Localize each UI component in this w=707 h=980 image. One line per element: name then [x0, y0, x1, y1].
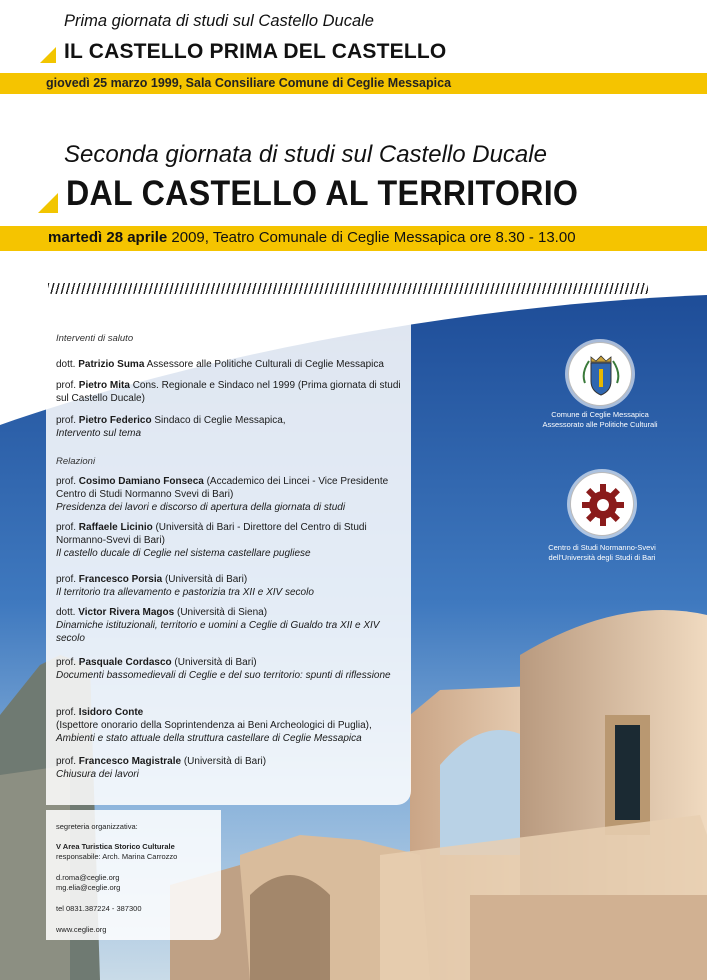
hatched-divider — [48, 283, 648, 294]
greetings-heading: Interventi di saluto — [56, 333, 134, 344]
reports-heading: Relazioni — [56, 456, 96, 467]
speaker-title: dott. — [56, 359, 79, 370]
speaker-title: dott. — [56, 607, 79, 618]
phone-number: tel 0831.387224 - 387300 — [56, 904, 142, 913]
speaker-title: prof. — [56, 756, 79, 767]
speaker-name: Isidoro Conte — [78, 707, 144, 718]
speaker-topic: Documenti bassomedievali di Ceglie e del suo territorio: spunti di riflessione — [56, 670, 391, 681]
yellow-triangle-icon — [40, 47, 56, 63]
centro-caption — [532, 543, 672, 562]
speaker-role: Assessore alle Politiche Culturali di Ceglie Messapica — [144, 359, 384, 370]
first-day-subtitle: Prima giornata di studi sul Castello Ducale — [64, 12, 374, 30]
centro-studi-logo — [570, 472, 634, 536]
comune-caption-line: Assessorato alle Politiche Culturali — [542, 419, 658, 429]
speaker-title: prof. — [56, 574, 79, 585]
list-item — [56, 755, 401, 781]
list-item — [56, 475, 401, 514]
speaker-name: Cosimo Damiano Fonseca — [78, 476, 204, 487]
speaker-name: Pietro Federico — [78, 415, 152, 426]
centro-caption-line: dell'Università degli Studi di Bari — [548, 552, 656, 562]
list-item — [56, 706, 401, 745]
crest-icon — [569, 343, 633, 407]
speaker-role: Sindaco di Ceglie Messapica, — [151, 415, 286, 426]
speaker-title: prof. — [56, 657, 79, 668]
comune-crest-logo — [568, 342, 632, 406]
band-date: 28 aprile — [106, 229, 168, 246]
speaker-name: Francesco Porsia — [78, 574, 163, 585]
speaker-name: Raffaele Licinio — [78, 522, 153, 533]
secretariat-manager: responsabile: Arch. Marina Carrozzo — [56, 852, 178, 861]
speaker-name: Pietro Mita — [78, 380, 130, 391]
speaker-name: Victor Rivera Magos — [78, 607, 175, 618]
gear-emblem-icon — [571, 473, 635, 537]
list-item — [56, 521, 401, 560]
speaker-topic: Dinamiche istituzionali, territorio e uomini a Ceglie di Gualdo tra XII e XIV secolo — [56, 620, 380, 644]
yellow-triangle-icon — [38, 193, 58, 213]
second-day-subtitle: Seconda giornata di studi sul Castello Ducale — [64, 141, 547, 168]
speaker-title: prof. — [56, 476, 79, 487]
second-day-title-row — [38, 172, 623, 216]
comune-caption-line: Comune di Ceglie Messapica — [551, 410, 649, 419]
list-item — [56, 606, 401, 645]
list-item — [56, 573, 401, 599]
speaker-name: Patrizio Suma — [78, 359, 145, 370]
speaker-name: Pasquale Cordasco — [78, 657, 172, 668]
second-day-title: DAL CASTELLO AL TERRITORIO — [66, 174, 579, 213]
speaker-topic: Presidenza dei lavori e discorso di apertura della giornata di studi — [56, 502, 346, 513]
email-link[interactable]: d.roma@ceglie.org — [56, 873, 120, 882]
speaker-role: (Università di Bari) — [162, 574, 248, 585]
band-day: martedì — [48, 229, 103, 246]
speaker-role: (Università di Siena) — [174, 607, 268, 618]
speaker-role: (Università di Bari - Direttore del Centro di Studi Normanno-Svevi di Bari) — [56, 522, 367, 546]
speaker-role: Cons. Regionale e Sindaco nel 1999 (Prima giornata di studi sul Castello Ducale) — [56, 380, 401, 404]
speaker-topic: Il territorio tra allevamento e pastorizia tra XII e XIV secolo — [56, 587, 314, 598]
speaker-topic: Ambienti e stato attuale della struttura castellare di Ceglie Messapica — [56, 733, 362, 744]
speaker-title: prof. — [56, 415, 79, 426]
list-item — [56, 414, 401, 440]
email-link[interactable]: mg.elia@ceglie.org — [56, 883, 121, 892]
comune-caption — [530, 410, 670, 429]
first-day-title-row — [40, 38, 446, 66]
centro-caption-line: Centro di Studi Normanno-Svevi — [548, 543, 656, 552]
secretariat-org: V Area Turistica Storico Culturale — [56, 842, 175, 851]
speaker-role: (Ispettore onorario della Soprintendenza ai Beni Archeologici di Puglia), — [56, 720, 372, 731]
speaker-title: prof. — [56, 707, 79, 718]
speaker-title: prof. — [56, 380, 79, 391]
speaker-topic: Intervento sul tema — [56, 428, 142, 439]
band-rest: 2009, Teatro Comunale di Ceglie Messapica ore 8.30 - 13.00 — [167, 229, 576, 246]
speaker-title: prof. — [56, 522, 79, 533]
speaker-topic: Il castello ducale di Ceglie nel sistema castellare pugliese — [56, 548, 311, 559]
secretariat-heading: segreteria organizzativa: — [56, 822, 138, 831]
first-day-date-venue: giovedì 25 marzo 1999, Sala Consiliare Comune di Ceglie Messapica — [46, 76, 452, 90]
list-item — [56, 358, 401, 371]
website-link[interactable]: www.ceglie.org — [56, 925, 107, 934]
second-day-date-venue — [48, 229, 576, 246]
list-item — [56, 656, 401, 682]
speaker-role: (Accademico dei Lincei - Vice Presidente Centro di Studi Normanno Svevi di Bari) — [56, 476, 389, 500]
speaker-name: Francesco Magistrale — [78, 756, 182, 767]
speaker-topic: Chiusura dei lavori — [56, 769, 139, 780]
first-day-title: IL CASTELLO PRIMA DEL CASTELLO — [64, 40, 447, 63]
speaker-role: (Università di Bari) — [171, 657, 257, 668]
speaker-role: (Università di Bari) — [181, 756, 267, 767]
list-item — [56, 379, 401, 405]
